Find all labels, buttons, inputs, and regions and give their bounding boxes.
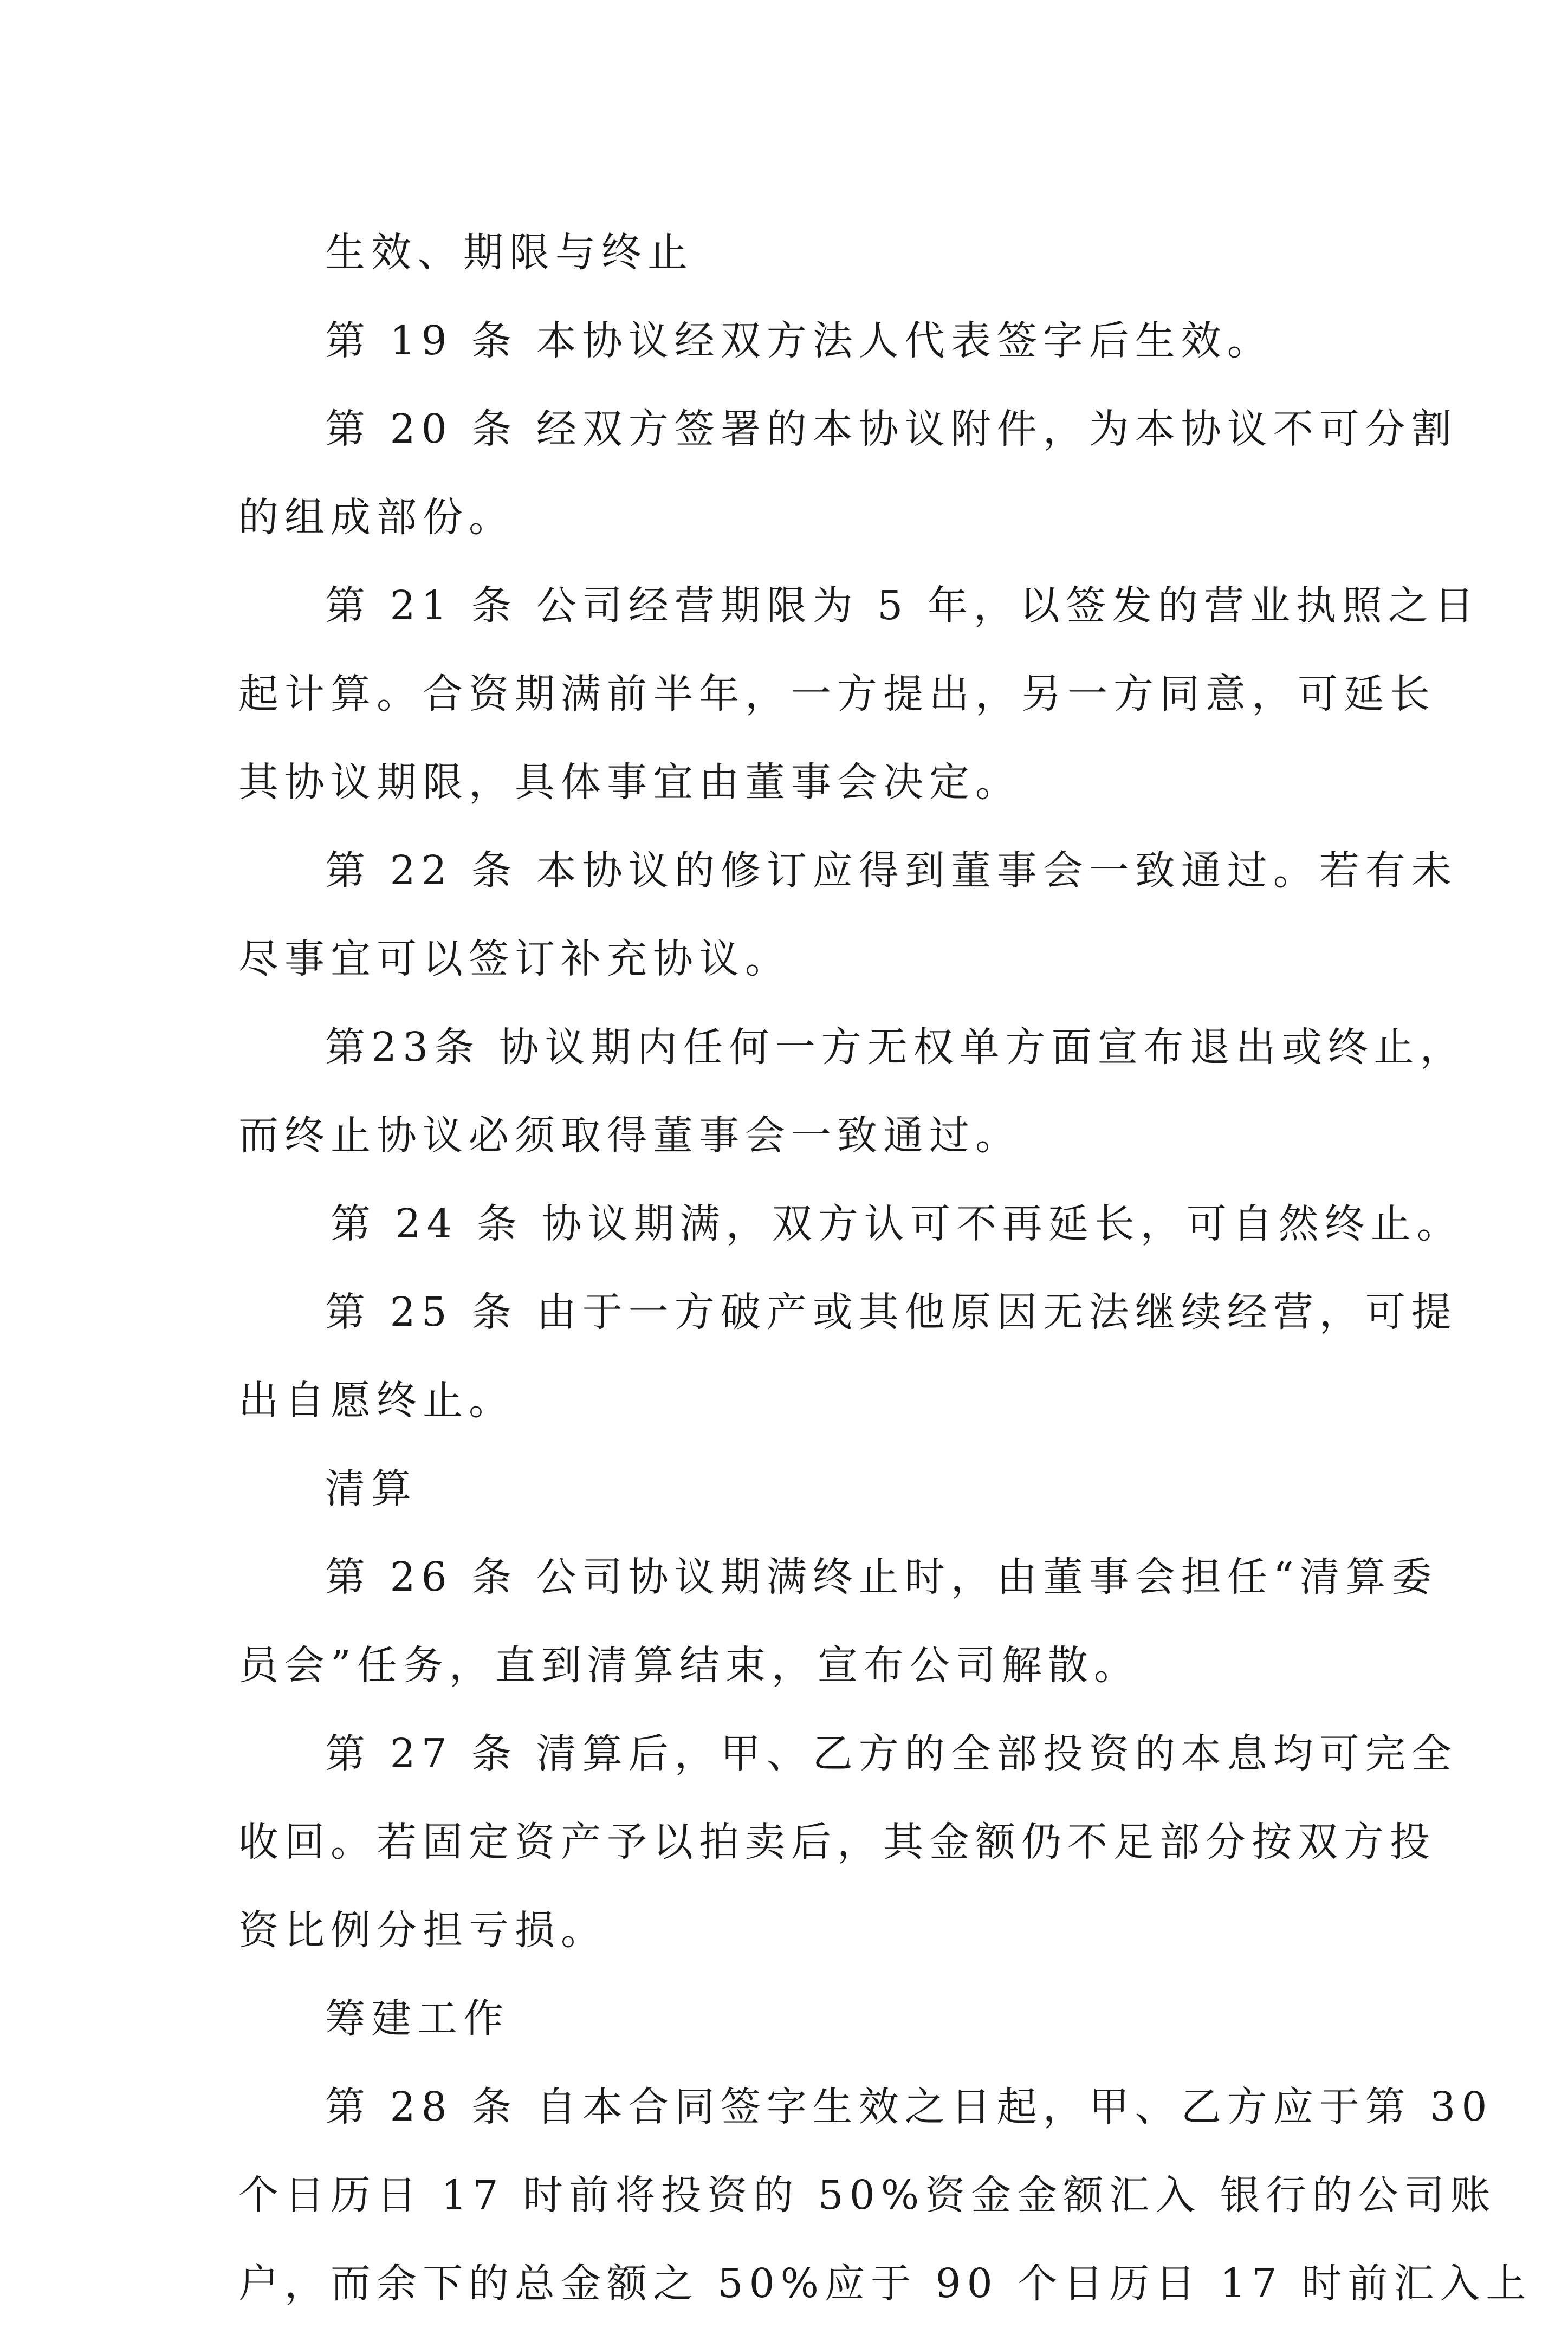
document-body xyxy=(238,209,1532,2328)
article-25-line-1: 第 25 条 由于一方破产或其他原因无法继续经营，可提 xyxy=(325,1289,1457,1335)
article-22-line-2: 尽事宜可以签订补充协议。 xyxy=(238,936,791,982)
article-22-line-1: 第 22 条 本协议的修订应得到董事会一致通过。若有未 xyxy=(325,847,1457,894)
article-19-line-1: 第 19 条 本协议经双方法人代表签字后生效。 xyxy=(325,317,1273,364)
article-23-line-1: 第23条 协议期内任何一方无权单方面宣布退出或终止， xyxy=(325,1024,1466,1071)
article-27-line-1: 第 27 条 清算后，甲、乙方的全部投资的本息均可完全 xyxy=(325,1730,1457,1777)
article-28-line-2: 个日历日 17 时前将投资的 50%资金金额汇入 银行的公司账 xyxy=(238,2172,1496,2219)
article-26-line-1: 第 26 条 公司协议期满终止时，由董事会担任“清算委 xyxy=(325,1554,1438,1600)
article-26-line-2: 员会”任务，直到清算结束，宣布公司解散。 xyxy=(238,1642,1140,1689)
article-24-line-1: 第 24 条 协议期满，双方认可不再延长，可自然终止。 xyxy=(331,1201,1463,1247)
article-28-line-3: 户，而余下的总金额之 50%应于 90 个日历日 17 时前汇入上 xyxy=(238,2260,1532,2307)
article-28-line-1: 第 28 条 自本合同签字生效之日起，甲、乙方应于第 30 xyxy=(325,2084,1493,2130)
article-21-line-1: 第 21 条 公司经营期限为 5 年，以签发的营业执照之日 xyxy=(325,582,1480,629)
article-20-line-2: 的组成部份。 xyxy=(238,494,515,541)
article-23-line-2: 而终止协议必须取得董事会一致通过。 xyxy=(238,1112,1021,1159)
section-heading-preparation: 筹建工作 xyxy=(325,1995,509,2042)
article-27-line-3: 资比例分担亏损。 xyxy=(238,1907,607,1954)
article-27-line-2: 收回。若固定资产予以拍卖后，其金额仍不足部分按双方投 xyxy=(238,1819,1436,1865)
article-21-line-2: 起计算。合资期满前半年，一方提出，另一方同意，可延长 xyxy=(238,671,1436,717)
article-25-line-2: 出自愿终止。 xyxy=(238,1377,515,1424)
section-heading-liquidation: 清算 xyxy=(325,1465,417,1512)
section-heading-effect-term-termination: 生效、期限与终止 xyxy=(325,229,694,276)
article-21-line-3: 其协议期限，具体事宜由董事会决定。 xyxy=(238,759,1021,806)
article-20-line-1: 第 20 条 经双方签署的本协议附件，为本协议不可分割 xyxy=(325,406,1457,452)
